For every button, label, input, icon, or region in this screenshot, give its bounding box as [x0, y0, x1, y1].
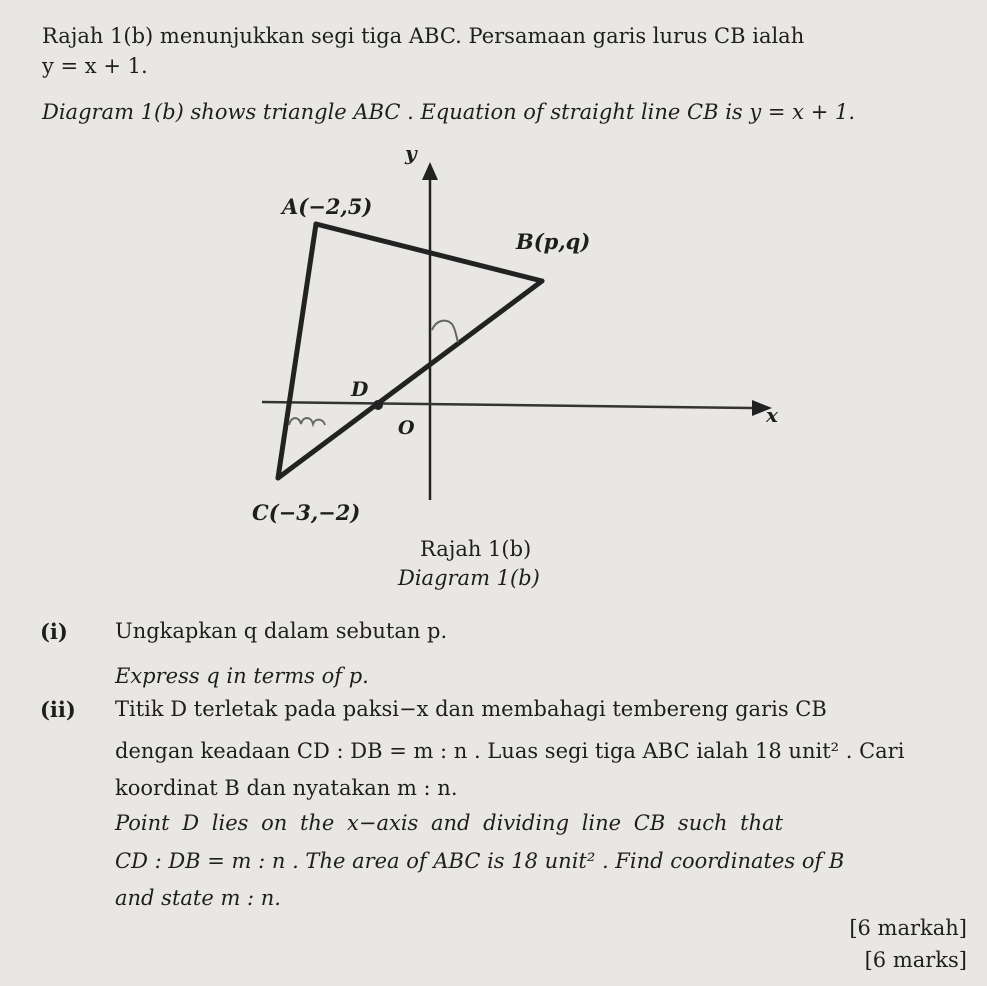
intro-english: Diagram 1(b) shows triangle ABC . Equation of straight line CB is y = x + 1. — [42, 100, 856, 124]
intro-malay-line-1: Rajah 1(b) menunjukkan segi tiga ABC. Persamaan garis lurus CB ialah — [42, 24, 805, 48]
part-ii-malay-line-2: dengan keadaan CD : DB = m : n . Luas segi tiga ABC ialah 18 unit² . Cari — [115, 739, 905, 763]
caption-malay: Rajah 1(b) — [420, 537, 532, 561]
part-ii-english-line-3: and state m : n. — [115, 886, 281, 910]
mark-n-stroke — [432, 321, 458, 342]
part-ii-number: (ii) — [40, 697, 76, 722]
part-i-number: (i) — [40, 619, 68, 644]
marks-malay: [6 markah] — [849, 916, 967, 940]
y-axis-label: y — [405, 141, 417, 165]
point-d-label: D — [351, 377, 369, 401]
part-ii-english-line-2: CD : DB = m : n . The area of ABC is 18 unit² . Find coordinates of B — [115, 849, 845, 873]
y-axis-arrow — [422, 162, 438, 180]
mark-m-stroke — [289, 418, 325, 425]
part-i-english: Express q in terms of p. — [115, 664, 369, 688]
point-a-label: A(−2,5) — [282, 194, 373, 219]
side-cb — [278, 281, 542, 478]
point-d-dot — [373, 400, 383, 410]
part-ii-english-line-1: Point D lies on the x−axis and dividing line CB such that — [115, 811, 784, 835]
marks-english: [6 marks] — [864, 948, 967, 972]
intro-malay-line-2: y = x + 1. — [42, 54, 148, 78]
x-axis-label: x — [766, 403, 778, 427]
side-ca — [278, 224, 316, 478]
caption-english: Diagram 1(b) — [398, 566, 540, 590]
part-ii-malay-line-1: Titik D terletak pada paksi−x dan membahagi tembereng garis CB — [115, 697, 827, 721]
origin-label: O — [398, 417, 415, 439]
x-axis — [262, 402, 752, 408]
point-b-label: B(p,q) — [516, 229, 591, 254]
part-i-malay: Ungkapkan q dalam sebutan p. — [115, 619, 448, 643]
point-c-label: C(−3,−2) — [252, 500, 361, 525]
part-ii-malay-line-3: koordinat B dan nyatakan m : n. — [115, 776, 458, 800]
